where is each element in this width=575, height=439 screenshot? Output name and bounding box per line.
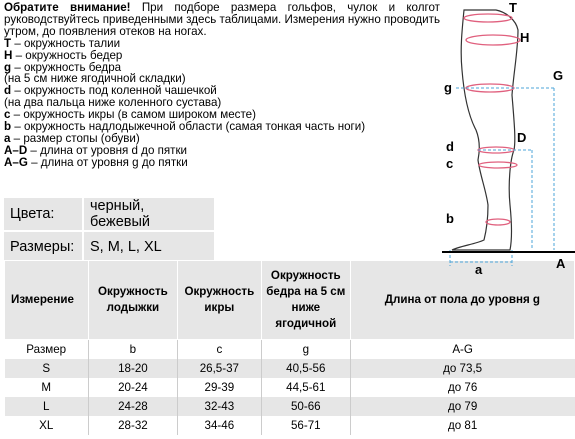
warning-label: Обратите внимание! bbox=[4, 1, 131, 14]
ring-T bbox=[464, 14, 512, 22]
table-cell: 18-20 bbox=[88, 359, 177, 378]
size-chart-header-row bbox=[5, 261, 575, 340]
table-cell: M bbox=[41, 381, 52, 394]
note-text: – окружность талии bbox=[11, 36, 121, 50]
measurement-notes bbox=[4, 2, 440, 169]
table-cell: A-G bbox=[350, 340, 574, 360]
header-calf: Окружность икры bbox=[177, 261, 261, 340]
note-text: – длина от уровня g до пятки bbox=[27, 155, 188, 169]
ring-b bbox=[486, 219, 510, 225]
note-line bbox=[4, 157, 440, 169]
table-cell: 40,5-56 bbox=[261, 359, 350, 378]
header-measurement: Измерение bbox=[5, 261, 89, 340]
table-cell: 32-43 bbox=[177, 397, 261, 416]
note-text: – окружность икры (в самом широком месте) bbox=[10, 108, 256, 122]
table-cell: Размер bbox=[26, 343, 67, 356]
label-d: d bbox=[446, 139, 454, 154]
table-cell: до 79 bbox=[350, 397, 574, 416]
label-G: G bbox=[553, 68, 564, 83]
intro-text: При подборе размера гольфов, чулок и колгот руководствуйтесь приведенными здесь таблицами. Измерения нужно проводить утром, до появления отеков на ногах. bbox=[4, 1, 440, 38]
table-row bbox=[5, 378, 575, 397]
product-info-table bbox=[4, 198, 214, 262]
leg-illustration bbox=[436, 0, 575, 270]
label-g: g bbox=[444, 80, 452, 95]
table-cell: до 73,5 bbox=[350, 359, 574, 378]
sizes-value: S, M, L, XL bbox=[82, 230, 214, 262]
notes-list bbox=[4, 38, 440, 169]
note-key: a bbox=[4, 131, 11, 145]
size-chart-table bbox=[4, 260, 575, 435]
note-key: d bbox=[4, 84, 12, 98]
note-text: – длина от уровня d до пятки bbox=[27, 143, 188, 157]
note-key: H bbox=[4, 48, 13, 62]
leg-diagram bbox=[436, 0, 575, 277]
table-cell: 20-24 bbox=[88, 378, 177, 397]
note-key: A–D bbox=[4, 143, 28, 157]
label-D: D bbox=[517, 130, 527, 145]
table-cell: 44,5-61 bbox=[261, 378, 350, 397]
table-cell: L bbox=[5, 397, 89, 416]
header-thigh: Окружность бедра на 5 см ниже ягодичной bbox=[261, 261, 350, 340]
table-cell: 28-32 bbox=[88, 416, 177, 435]
table-cell: 56-71 bbox=[261, 416, 350, 435]
note-key: g bbox=[4, 60, 12, 74]
colors-label: Цвета: bbox=[4, 198, 82, 230]
note-text: – окружность бедра bbox=[11, 60, 122, 74]
note-text: – размер стопы (обуви) bbox=[10, 131, 140, 145]
note-key: T bbox=[4, 36, 12, 50]
table-cell: 24-28 bbox=[88, 397, 177, 416]
note-text: (на два пальца ниже коленного сустава) bbox=[4, 96, 222, 110]
label-b: b bbox=[446, 211, 454, 226]
ring-H bbox=[466, 35, 520, 45]
table-cell: до 76 bbox=[350, 378, 574, 397]
table-cell: c bbox=[177, 340, 261, 360]
table-cell: до 81 bbox=[350, 416, 574, 435]
label-c: c bbox=[446, 156, 454, 171]
table-cell: 29-39 bbox=[177, 378, 261, 397]
label-a: a bbox=[475, 262, 483, 277]
table-cell: XL bbox=[39, 419, 54, 432]
note-key: b bbox=[4, 120, 12, 134]
notes-intro bbox=[4, 2, 440, 38]
table-cell: b bbox=[88, 340, 177, 360]
note-text: – окружность бедер bbox=[12, 48, 123, 62]
table-cell: 26,5-37 bbox=[177, 359, 261, 378]
sizes-label: Размеры: bbox=[4, 230, 82, 262]
label-H: H bbox=[520, 30, 530, 45]
label-T: T bbox=[509, 0, 517, 15]
table-cell: 34-46 bbox=[177, 416, 261, 435]
sizes-row bbox=[4, 230, 214, 262]
header-length: Длина от пола до уровня g bbox=[350, 261, 574, 340]
note-text: – окружность надлодыжечной области (самая тонкая часть ноги) bbox=[11, 120, 366, 134]
table-cell: 50-66 bbox=[261, 397, 350, 416]
table-row bbox=[5, 359, 575, 378]
colors-value: черный, бежевый bbox=[82, 198, 214, 230]
table-row bbox=[5, 397, 575, 416]
label-A: A bbox=[556, 256, 566, 271]
ring-c bbox=[479, 162, 517, 168]
table-cell: g bbox=[261, 340, 350, 360]
note-key: c bbox=[4, 108, 11, 122]
note-key: A–G bbox=[4, 155, 28, 169]
note-text: – окружность под коленной чашечкой bbox=[11, 84, 217, 98]
note-text: (на 5 см ниже ягодичной складки) bbox=[4, 72, 186, 86]
size-chart-body bbox=[5, 340, 575, 436]
colors-row bbox=[4, 198, 214, 230]
leg-outline bbox=[452, 10, 518, 250]
table-row bbox=[5, 340, 575, 360]
table-row bbox=[5, 416, 575, 435]
table-cell: S bbox=[5, 359, 89, 378]
header-ankle: Окружность лодыжки bbox=[88, 261, 177, 340]
